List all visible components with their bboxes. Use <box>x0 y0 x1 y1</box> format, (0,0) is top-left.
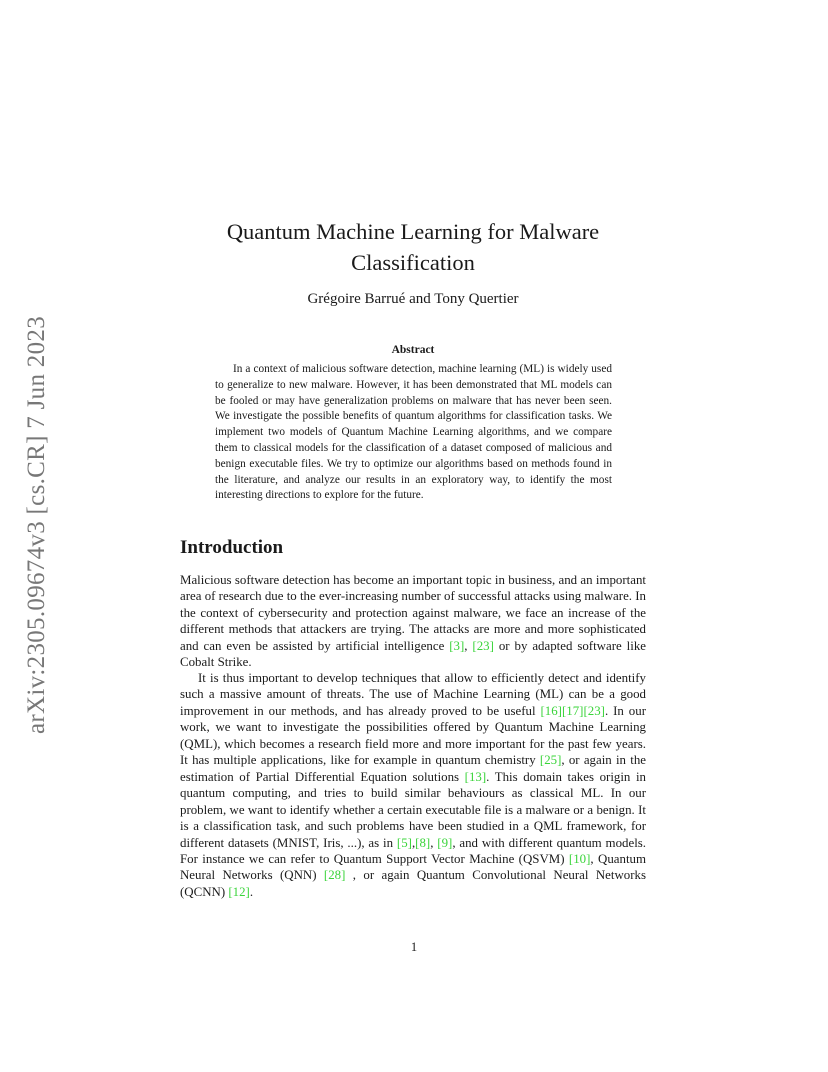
text-span: , or again in the estimation of Partial Differential Equation solutions <box>180 753 646 784</box>
text-span: , or again Quantum Convolutional Neural Networks (QCNN) <box>180 868 646 899</box>
abstract-heading: Abstract <box>391 344 435 356</box>
section-heading-introduction: Introduction <box>180 537 284 558</box>
citation-link[interactable]: [10] <box>568 851 591 866</box>
text-span: , <box>430 835 438 850</box>
text-span: . <box>249 884 254 899</box>
text-span: or by adapted software like Cobalt Strike. <box>180 638 646 670</box>
text-span: , <box>411 835 416 850</box>
text-span: , Quantum Neural Networks (QNN) <box>180 851 647 883</box>
text-span: It is thus important to develop techniques that allow to efficiently detect and identify such a massive amount of threats. The use of Machine Learning (ML) can be a good improvement in our methods, and has already proved to be useful <box>180 671 646 718</box>
citation-link[interactable]: [8] <box>415 835 431 850</box>
intro-paragraph-2 <box>180 670 646 900</box>
abstract-text: In a context of malicious software detection, machine learning (ML) is widely used to generalize to new malware. However, it has been demonstrated that ML models can be fooled or may have generalization problems on malware that has never been seen. We investigate the possible benefits of quantum algorithms for classification tasks. We implement two models of Quantum Machine Learning algorithms, and we compare them to classical models for the classification of a dataset composed of malicious and benign executable files. We try to optimize our algorithms based on methods found in the literature, and analyze our results in an exploratory way, to identify the most interesting directions to explore for the future. <box>215 363 612 502</box>
citation-link[interactable]: [9] <box>437 835 453 850</box>
arxiv-identifier <box>18 300 56 750</box>
citation-link[interactable]: [23] <box>472 638 494 653</box>
citation-link[interactable]: [17] <box>561 703 584 718</box>
citation-link[interactable]: [25] <box>539 753 562 768</box>
text-span: , and with different quantum models. For instance we can refer to Quantum Support Vector Machine (QSVM) <box>180 835 647 866</box>
paper-title <box>180 216 646 278</box>
text-span: , <box>464 638 473 653</box>
authors: Grégoire Barrué and Tony Quertier <box>307 291 519 307</box>
text-span: . In our work, we want to investigate the possibilities offered by Quantum Machine Learning (QML), which becomes a research field more and more important for the past few years. It has multiple applications, like for example in quantum chemistry <box>180 703 646 768</box>
title-line-1: Quantum Machine Learning for Malware <box>226 219 600 244</box>
title-line-2: Classification <box>351 250 475 275</box>
citation-link[interactable]: [23] <box>583 703 605 718</box>
intro-paragraph-1 <box>180 572 646 671</box>
citation-link[interactable]: [28] <box>323 868 346 883</box>
citation-link[interactable]: [12] <box>228 884 250 899</box>
arxiv-identifier-text: arXiv:2305.09674v3 [cs.CR] 7 Jun 2023 <box>23 315 50 735</box>
page-number: 1 <box>410 940 418 954</box>
text-span: . This domain takes origin in quantum computing, and tries to build similar behaviours as classical ML. In our problem, we want to identify whether a certain executable file is a malware or a benign. It is a classification task, and such problems have been studied in a QML framework, for different datasets (MNIST, Iris, ...), as in <box>180 769 646 850</box>
citation-link[interactable]: [16] <box>540 703 562 718</box>
text-span: Malicious software detection has become an important topic in business, and an important area of research due to the ever-increasing number of successful attacks using malware. In the context of cybersecurity and protection against malware, we face an increase of the different methods that attackers are trying. The attacks are more and more sophisticated and can even be assisted by artificial intelligence <box>180 573 646 653</box>
citation-link[interactable]: [3] <box>449 638 465 653</box>
citation-link[interactable]: [5] <box>396 835 412 850</box>
citation-link[interactable]: [13] <box>464 769 487 784</box>
